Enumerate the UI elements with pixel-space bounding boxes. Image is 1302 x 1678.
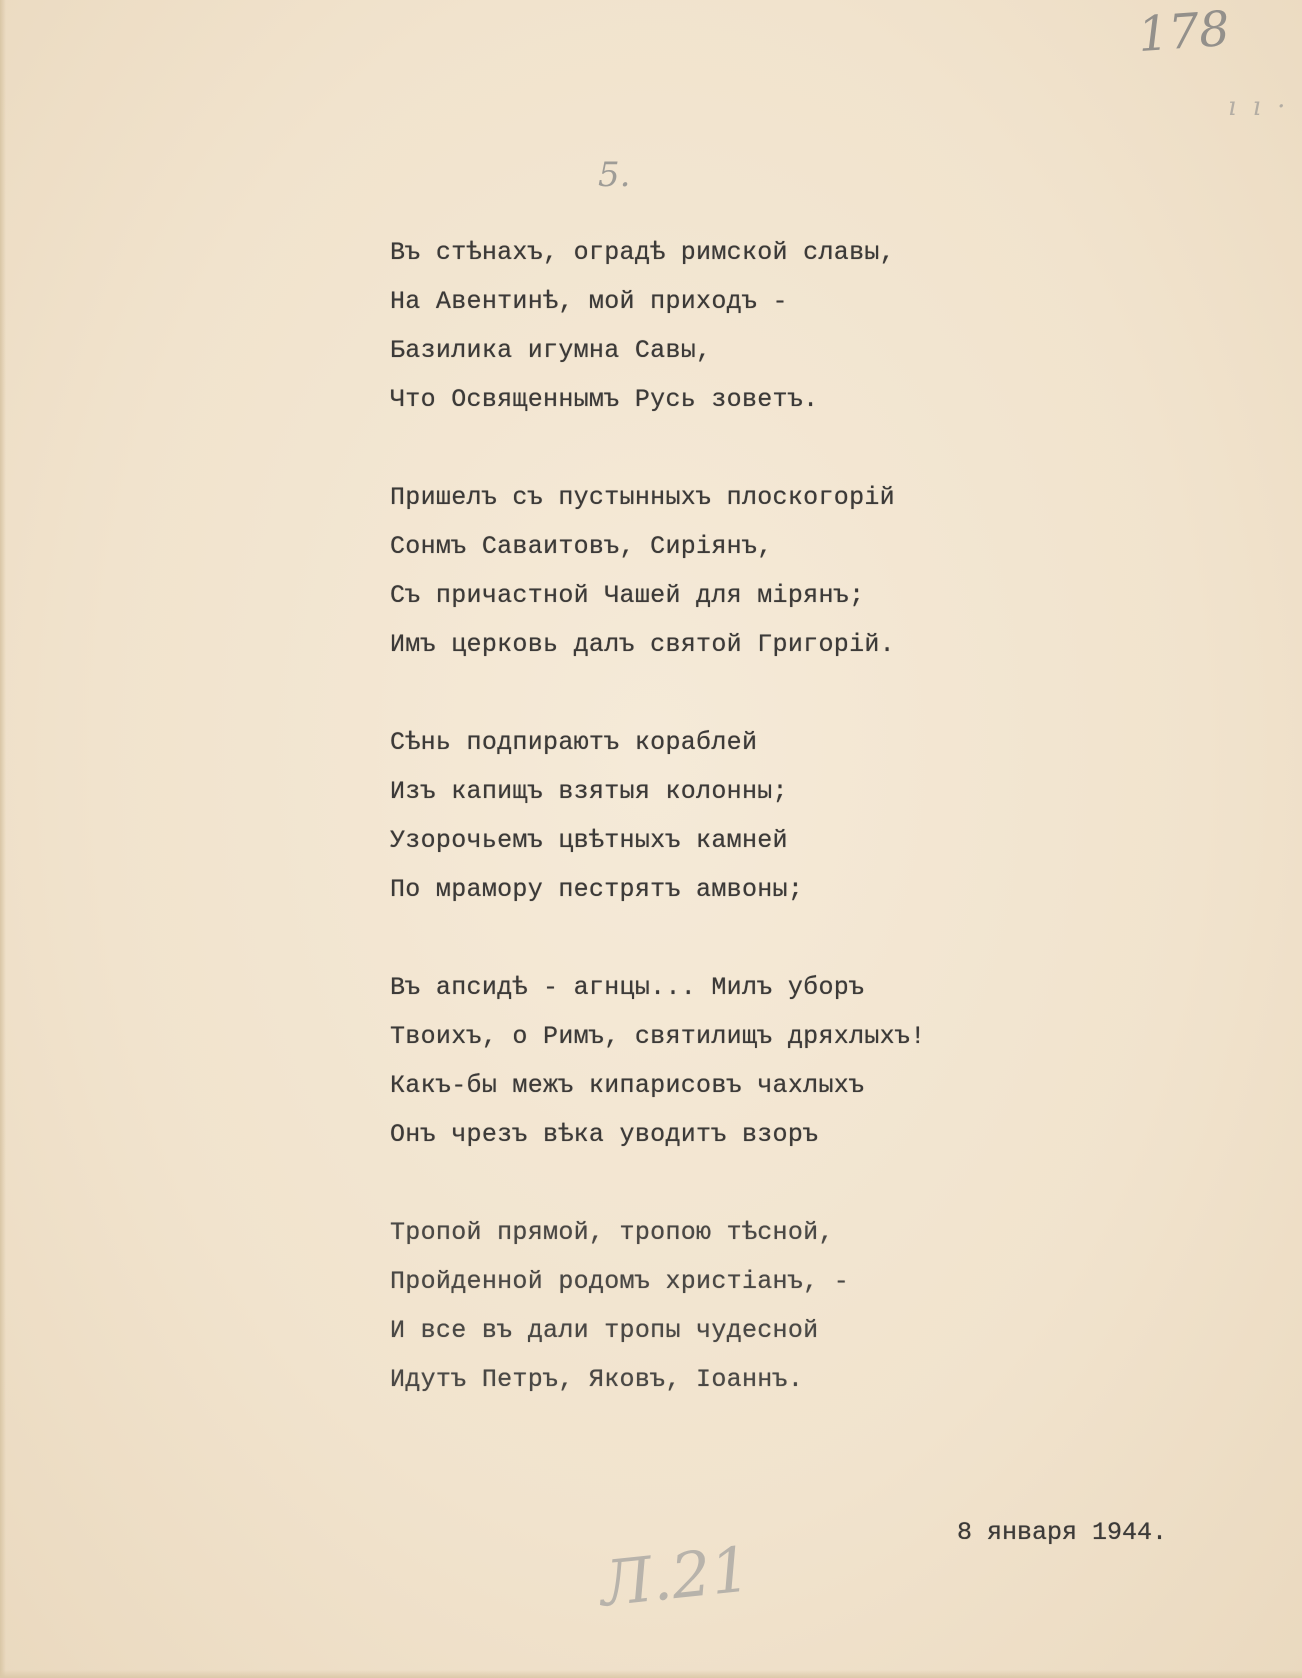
folio-number: 178 (1136, 0, 1232, 64)
poem-line: Изъ капищъ взятыя колонны; (390, 777, 788, 806)
poem-line: Пришелъ съ пустынныхъ плоскогорій (390, 483, 895, 512)
stanza-1 (390, 228, 1030, 424)
stanza-5 (390, 1208, 1030, 1404)
poem-line: Сѣнь подпираютъ кораблей (390, 728, 758, 757)
poem-line: Имъ церковь далъ святой Григорій. (390, 630, 895, 659)
corner-pencil-mark: ı ı · (1228, 92, 1290, 122)
poem-line: И все въ дали тропы чудесной (390, 1316, 819, 1345)
poem-line: Тропой прямой, тропою тѣсной, (390, 1218, 834, 1247)
poem-line: Узорочьемъ цвѣтныхъ камней (390, 826, 788, 855)
poem-line: Пройденной родомъ христіанъ, - (390, 1267, 850, 1296)
archive-sheet-mark: Л.21 (596, 1532, 754, 1621)
poem-date: 8 января 1944. (956, 1518, 1167, 1547)
poem-line: Идутъ Петръ, Яковъ, Іоаннъ. (390, 1365, 804, 1394)
poem-line: Онъ чрезъ вѣка уводитъ взоръ (390, 1120, 819, 1149)
poem-line: По мрамору пестрятъ амвоны; (390, 875, 804, 904)
poem-line: Въ стѣнахъ, оградѣ римской славы, (390, 238, 895, 267)
poem-line: Какъ-бы межъ кипарисовъ чахлыхъ (390, 1071, 865, 1100)
stanza-4 (390, 963, 1030, 1159)
poem-line: Что Освященнымъ Русь зоветъ. (390, 385, 819, 414)
page-number: 5. (598, 155, 631, 195)
stanza-2 (390, 473, 1030, 669)
poem-line: На Авентинѣ, мой приходъ - (390, 287, 788, 316)
poem-line: Базилика игумна Савы, (390, 336, 712, 365)
scan-edge (0, 1670, 1302, 1678)
scan-edge (0, 0, 6, 1678)
poem-line: Съ причастной Чашей для мірянъ; (390, 581, 865, 610)
poem-line: Твоихъ, о Римъ, святилищъ дряхлыхъ! (390, 1022, 926, 1051)
poem-line: Въ апсидѣ - агнцы... Милъ уборъ (390, 973, 865, 1002)
stanza-3 (390, 718, 1030, 914)
poem-line: Сонмъ Саваитовъ, Сиріянъ, (390, 532, 773, 561)
